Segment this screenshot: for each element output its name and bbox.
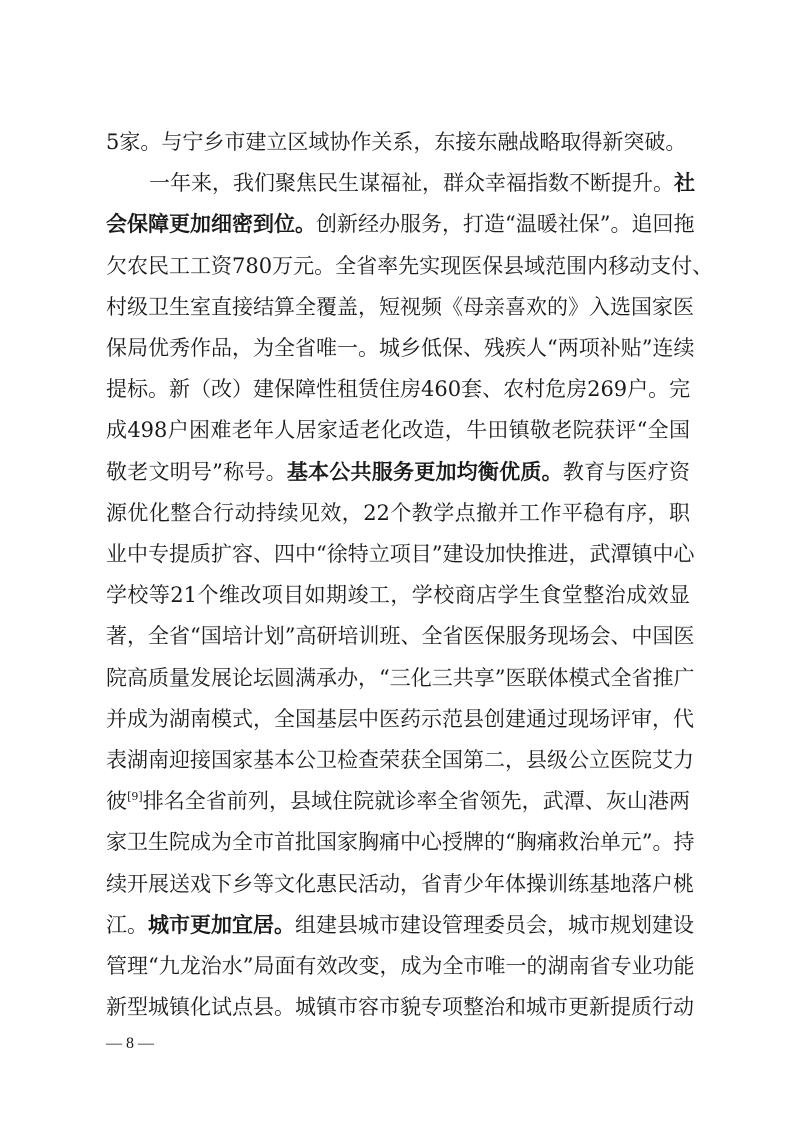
text-segment: 组建县城市建设管理委员会，城市规划建设 [295, 912, 694, 937]
text-line [106, 204, 695, 244]
bold-heading: 城市更加宜居。 [148, 911, 295, 937]
text-segment: 新型城镇化试点县。城镇市容市貌专项整治和城市更新提质行动 [106, 995, 694, 1020]
text-segment: 敬老文明号”称号。 [106, 459, 287, 484]
text-line [106, 452, 690, 492]
text-line [106, 328, 695, 368]
text-segment: 学校等21个维改项目如期竣工，学校商店学生食堂整治成效显 [106, 583, 690, 608]
text-segment: 管理“九龙治水”局面有效改变，成为全市唯一的湖南省专业功能 [106, 954, 695, 978]
text-line [106, 987, 694, 1027]
text-line [106, 122, 690, 162]
text-line [106, 905, 694, 945]
text-line [106, 410, 690, 450]
text-segment: 村级卫生室直接结算全覆盖，短视频《母亲喜欢的》入选国家医 [106, 294, 694, 319]
text-line [106, 658, 695, 698]
text-line [106, 493, 690, 533]
text-segment: 江。 [106, 912, 148, 937]
text-segment: 著，全省“国培计划”高研培训班、全省医保服务现场会、中国医 [106, 624, 695, 649]
text-segment: 续开展送戏下乡等文化惠民活动，省青少年体操训练基地落户桃 [106, 871, 694, 896]
bold-heading: 基本公共服务更加均衡优质。 [286, 458, 563, 484]
text-segment: 排名全省前列，县域住院就诊率全省领先，武潭、灰山港两 [142, 789, 691, 814]
text-line [106, 781, 690, 821]
text-segment: 家卫生院成为全市首批国家胸痛中心授牌的“胸痛救治单元”。持 [106, 830, 695, 855]
text-segment: 一年来，我们聚焦民生谋福祉，群众幸福指数不断提升。 [149, 171, 674, 196]
text-segment: 教育与医疗资 [562, 459, 691, 484]
text-line [106, 534, 695, 574]
text-line [106, 369, 690, 409]
text-segment: 5家。与宁乡市建立区域协作关系，东接东融战略取得新突破。 [106, 130, 687, 154]
text-segment: 院高质量发展论坛圆满承办，“三化三共享”医联体模式全省推广 [106, 665, 695, 690]
text-segment: 业中专提质扩容、四中“徐特立项目”建设加快推进，武潭镇中心 [106, 542, 695, 566]
text-segment: 创新经办服务，打造“温暖社保”。追回拖 [316, 212, 695, 237]
text-segment: 成498户困难老年人居家适老化改造，牛田镇敬老院获评“全国 [106, 418, 690, 443]
text-segment: 源优化整合行动持续见效，22个教学点撤并工作平稳有序，职 [106, 500, 690, 525]
text-line [106, 616, 695, 656]
text-segment: 欠农民工工资780万元。全省率先实现医保县域范围内移动支付、 [106, 253, 714, 278]
footnote-marker: [9] [127, 790, 143, 804]
text-segment: 表湖南迎接国家基本公卫检查荣获全国第二，县级公立医院艾力 [106, 748, 694, 772]
text-line [106, 575, 690, 615]
text-line [106, 946, 695, 986]
text-line [106, 699, 694, 739]
text-segment: 彼 [106, 789, 128, 814]
bold-heading: 会保障更加细密到位。 [106, 211, 316, 237]
text-line [106, 246, 714, 286]
text-line [149, 163, 695, 203]
text-line [106, 822, 695, 862]
text-segment: 提标。新（改）建保障性租赁住房460套、农村危房269户。完 [106, 377, 691, 402]
page-number: — 8 — [106, 1035, 154, 1052]
text-segment: 保局优秀作品，为全省唯一。城乡低保、残疾人“两项补贴”连续 [106, 336, 695, 360]
text-line [106, 864, 694, 904]
text-segment: 并成为湖南模式，全国基层中医药示范县创建通过现场评审，代 [106, 706, 694, 731]
text-line [106, 740, 694, 780]
bold-heading: 社 [674, 170, 695, 196]
text-line [106, 287, 694, 327]
